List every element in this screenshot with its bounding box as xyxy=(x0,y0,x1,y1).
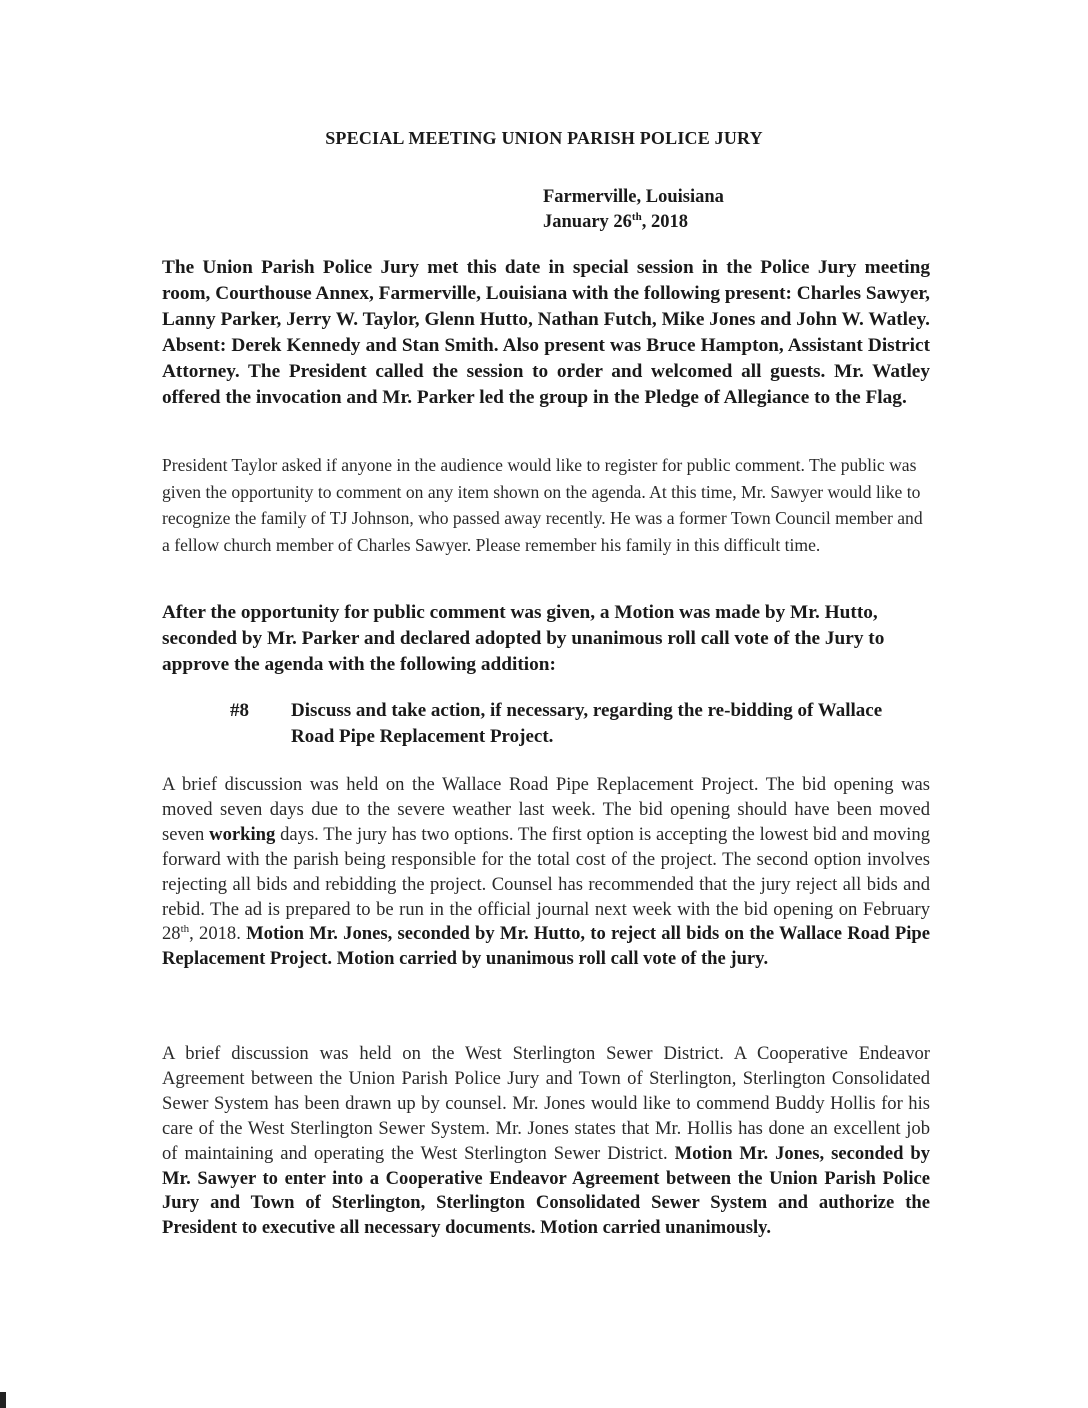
public-comment-paragraph: President Taylor asked if anyone in the audience would like to register for public comment. The public was given the opportunity to comment on any item shown on the agenda. At this time, Mr. Sawyer would like to recognize the family of TJ Johnson, who passed away recently. He was a former Town Council member and a fellow church member of Charles Sawyer. Please remember his family in this difficult time. xyxy=(162,455,923,555)
attendance-paragraph: The Union Parish Police Jury met this date in special session in the Police Jury meeting room, Courthouse Annex, Farmerville, Louisiana with the following present: Charles Sawyer, Lanny Parker, Jerry W. Taylor, Glenn Hutto, Nathan Futch, Mike Jones and John W. Watley. Absent: Derek Kennedy and Stan Smith. Also present was Bruce Hampton, Assistant District Attorney. The President called the session to order and welcomed all guests. Mr. Watley offered the invocation and Mr. Parker led the group in the Pledge of Allegiance to the Flag. xyxy=(162,257,930,408)
agenda-motion-paragraph: After the opportunity for public comment was given, a Motion was made by Mr. Hutto, seconded by Mr. Parker and declared adopted by unanimous roll call vote of the Jury to approve the agenda with the following addition: xyxy=(162,602,885,675)
wallace-road-paragraph xyxy=(162,773,930,972)
meeting-date xyxy=(543,210,724,235)
sewer-district-paragraph xyxy=(162,1042,930,1241)
sewer-district-motion: Motion Mr. Jones, seconded by Mr. Sawyer to enter into a Cooperative Endeavor Agreement between the Union Parish Police Jury and Town of Sterlington, Sterlington Consolidated Sewer System and authorize the President to executive all necessary documents. Motion carried unanimously. xyxy=(162,1142,930,1239)
agenda-item-text: Discuss and take action, if necessary, regarding the re-bidding of Wallace Road Pipe Replacement Project. xyxy=(291,700,883,747)
wallace-road-text-c: , 2018. xyxy=(189,923,247,945)
scan-edge-mark xyxy=(0,1392,6,1408)
meeting-date-suffix: th xyxy=(631,211,642,223)
document-title: SPECIAL MEETING UNION PARISH POLICE JURY xyxy=(325,128,763,148)
sewer-district-text: A brief discussion was held on the West Sterlington Sewer District. A Cooperative Endeavor Agreement between the Union Parish Police Jury and Town of Sterlington, Sterlington Consolidated Sewer System has been drawn up by counsel. Mr. Jones would like to commend Buddy Hollis for his care of the West Sterlington Sewer System. Mr. Jones states that Mr. Hollis has done an excellent job of maintaining and operating the West Sterlington Sewer District. xyxy=(162,1043,930,1164)
working-emphasis: working xyxy=(209,823,276,845)
meeting-date-year: , 2018 xyxy=(641,212,688,232)
meeting-location: Farmerville, Louisiana xyxy=(543,187,724,207)
wallace-road-motion: Motion Mr. Jones, seconded by Mr. Hutto, to reject all bids on the Wallace Road Pipe Replacement Project. Motion carried by unanimous roll call vote of the jury. xyxy=(162,923,931,970)
feb-date-suffix: th xyxy=(180,923,190,936)
wallace-road-text-b: days. The jury has two options. The first option is accepting the lowest bid and moving forward with the parish being responsible for the total cost of the project. The second option involves rejecting all bids and rebidding the project. Counsel has recommended that the jury reject all bids and rebid. The ad is prepared to be run in the official journal next week with the bid opening on February 28 xyxy=(162,823,930,945)
dateline xyxy=(543,185,724,235)
meeting-date-month-day: January 26 xyxy=(543,212,632,232)
wallace-road-text-a: A brief discussion was held on the Wallace Road Pipe Replacement Project. The bid opening was moved seven days due to the severe weather last week. The bid opening should have been moved seven xyxy=(162,774,930,845)
agenda-item-number: #8 xyxy=(230,700,249,721)
